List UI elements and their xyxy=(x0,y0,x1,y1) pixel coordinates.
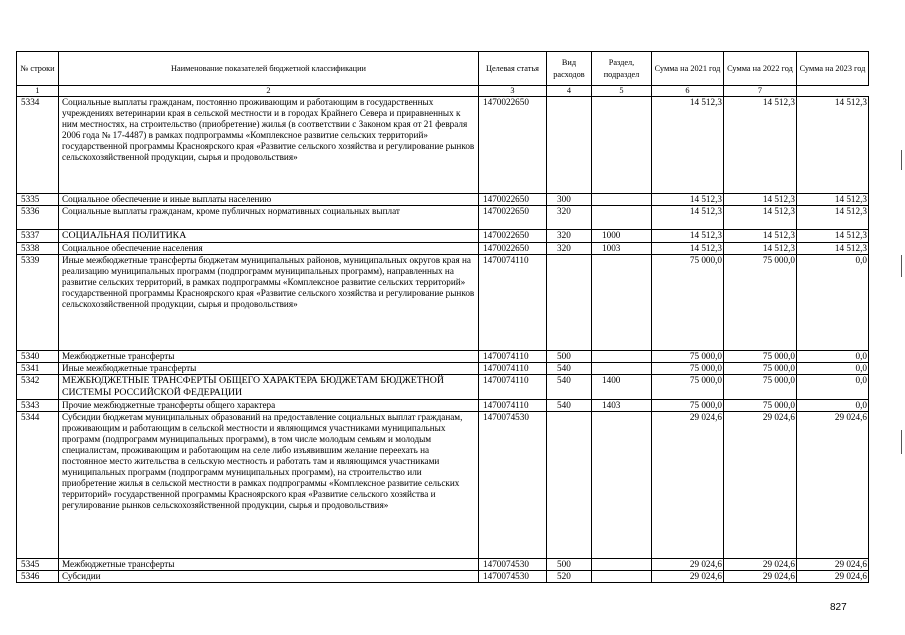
sum-2022: 75 000,0 xyxy=(724,375,797,400)
header-sum-2021: Сумма на 2021 год xyxy=(652,52,724,86)
sum-2021: 14 512,3 xyxy=(652,206,724,230)
expense-type xyxy=(547,412,592,559)
sum-2022: 75 000,0 xyxy=(724,363,797,375)
target-article: 1470074110 xyxy=(479,375,547,400)
page-number: 827 xyxy=(830,602,847,613)
header-sum-2023: Сумма на 2023 год xyxy=(797,52,869,86)
column-number: 5 xyxy=(592,86,652,97)
indicator-name: Иные межбюджетные трансферты xyxy=(59,363,479,375)
section-code xyxy=(592,255,652,351)
expense-type: 320 xyxy=(547,243,592,255)
table-row xyxy=(17,97,869,194)
sum-2021: 14 512,3 xyxy=(652,194,724,206)
margin-mark xyxy=(901,430,902,454)
indicator-name: Межбюджетные трансферты xyxy=(59,559,479,571)
sum-2021: 75 000,0 xyxy=(652,255,724,351)
sum-2022: 14 512,3 xyxy=(724,243,797,255)
target-article: 1470022650 xyxy=(479,243,547,255)
row-number: 5338 xyxy=(17,243,59,255)
target-article: 1470022650 xyxy=(479,97,547,194)
expense-type xyxy=(547,255,592,351)
indicator-name: Социальные выплаты гражданам, постоянно проживающим и работающим в государственных учреждениях ветеринарии края в сельской местности и в городах Крайнего Севера и приравненных к ним местностях, на строительство (приобретение) жилья (в соответствии с Законом края от 21 февраля 2006 года № 17-4487) в рамках подпрограммы «Комплексное развитие сельских территорий» государственной программы Красноярского края «Развитие сельского хозяйства и регулирование рынков сельскохозяйственной продукции, сырья и продовольствия» xyxy=(59,97,479,194)
section-code xyxy=(592,194,652,206)
sum-2022: 29 024,6 xyxy=(724,571,797,583)
table-row xyxy=(17,194,869,206)
row-number: 5341 xyxy=(17,363,59,375)
sum-2023: 14 512,3 xyxy=(797,97,869,194)
table-header-row xyxy=(17,52,869,86)
sum-2021: 75 000,0 xyxy=(652,363,724,375)
sum-2023: 0,0 xyxy=(797,255,869,351)
target-article: 1470074530 xyxy=(479,412,547,559)
column-number: 1 xyxy=(17,86,59,97)
target-article: 1470022650 xyxy=(479,194,547,206)
expense-type: 540 xyxy=(547,363,592,375)
indicator-name: МЕЖБЮДЖЕТНЫЕ ТРАНСФЕРТЫ ОБЩЕГО ХАРАКТЕРА БЮДЖЕТАМ БЮДЖЕТНОЙ СИСТЕМЫ РОССИЙСКОЙ ФЕДЕРАЦИИ xyxy=(59,375,479,400)
expense-type: 300 xyxy=(547,194,592,206)
indicator-name: Социальное обеспечение населения xyxy=(59,243,479,255)
sum-2021: 29 024,6 xyxy=(652,412,724,559)
row-number: 5336 xyxy=(17,206,59,230)
sum-2021: 29 024,6 xyxy=(652,571,724,583)
table-row xyxy=(17,412,869,559)
row-number: 5346 xyxy=(17,571,59,583)
row-number: 5337 xyxy=(17,230,59,243)
target-article: 1470074110 xyxy=(479,255,547,351)
sum-2021: 14 512,3 xyxy=(652,230,724,243)
indicator-name: СОЦИАЛЬНАЯ ПОЛИТИКА xyxy=(59,230,479,243)
section-code xyxy=(592,97,652,194)
expense-type: 500 xyxy=(547,351,592,363)
sum-2023: 29 024,6 xyxy=(797,412,869,559)
row-number: 5335 xyxy=(17,194,59,206)
header-section: Раздел, подраздел xyxy=(592,52,652,86)
table-row xyxy=(17,206,869,230)
section-code xyxy=(592,206,652,230)
sum-2023: 29 024,6 xyxy=(797,571,869,583)
sum-2023: 0,0 xyxy=(797,363,869,375)
expense-type: 320 xyxy=(547,206,592,230)
sum-2021: 14 512,3 xyxy=(652,243,724,255)
sum-2023: 29 024,6 xyxy=(797,559,869,571)
section-code xyxy=(592,412,652,559)
margin-mark xyxy=(901,150,902,170)
row-number: 5343 xyxy=(17,400,59,412)
target-article: 1470074110 xyxy=(479,351,547,363)
table-row xyxy=(17,230,869,243)
header-row-number: № строки xyxy=(17,52,59,86)
column-number: 7 xyxy=(724,86,797,97)
section-code: 1403 xyxy=(592,400,652,412)
sum-2022: 29 024,6 xyxy=(724,412,797,559)
sum-2023: 14 512,3 xyxy=(797,243,869,255)
sum-2023: 14 512,3 xyxy=(797,194,869,206)
indicator-name: Межбюджетные трансферты xyxy=(59,351,479,363)
expense-type: 540 xyxy=(547,375,592,400)
table-row xyxy=(17,351,869,363)
sum-2021: 29 024,6 xyxy=(652,559,724,571)
target-article: 1470074110 xyxy=(479,400,547,412)
sum-2022: 14 512,3 xyxy=(724,230,797,243)
section-code: 1400 xyxy=(592,375,652,400)
column-number: 3 xyxy=(479,86,547,97)
target-article: 1470074530 xyxy=(479,571,547,583)
table-row xyxy=(17,375,869,400)
table-row xyxy=(17,559,869,571)
margin-mark xyxy=(901,255,902,277)
row-number: 5334 xyxy=(17,97,59,194)
target-article: 1470074530 xyxy=(479,559,547,571)
column-number: 6 xyxy=(652,86,724,97)
sum-2021: 75 000,0 xyxy=(652,375,724,400)
indicator-name: Иные межбюджетные трансферты бюджетам муниципальных районов, муниципальных округов края на реализацию муниципальных программ (подпрограмм муниципальных программ), направленных на развитие сельских территорий, в рамках подпрограммы «Комплексное развитие сельских территорий» государственной программы Красноярского края «Развитие сельского хозяйства и регулирование рынков сельскохозяйственной продукции, сырья и продовольствия» xyxy=(59,255,479,351)
expense-type: 500 xyxy=(547,559,592,571)
row-number: 5345 xyxy=(17,559,59,571)
section-code xyxy=(592,351,652,363)
sum-2022: 75 000,0 xyxy=(724,255,797,351)
target-article: 1470074110 xyxy=(479,363,547,375)
row-number: 5344 xyxy=(17,412,59,559)
target-article: 1470022650 xyxy=(479,230,547,243)
budget-table-sheet xyxy=(16,51,869,583)
column-number: 4 xyxy=(547,86,592,97)
table-row xyxy=(17,255,869,351)
expense-type xyxy=(547,97,592,194)
column-number-row xyxy=(17,86,869,97)
sum-2023: 0,0 xyxy=(797,375,869,400)
indicator-name: Прочие межбюджетные трансферты общего характера xyxy=(59,400,479,412)
indicator-name: Субсидии бюджетам муниципальных образований на предоставление социальных выплат гражданам, проживающим и работающим в сельской местности и являющимся участниками муниципальных программ (подпрограмм муниципальных программ), в том числе молодым семьям и молодым специалистам, проживающим и работающим на селе либо изъявившим желание переехать на постоянное место жительства в сельскую местность и работать там и являющимся участниками муниципальных программ (подпрограмм муниципальных программ), на строительство или приобретение жилья в сельской местности в рамках подпрограммы «Комплексное развитие сельских территорий» государственной программы Красноярского края «Развитие сельского хозяйства и регулирование рынков сельскохозяйственной продукции, сырья и продовольствия» xyxy=(59,412,479,559)
sum-2022: 14 512,3 xyxy=(724,97,797,194)
budget-table xyxy=(16,51,869,583)
sum-2023: 0,0 xyxy=(797,400,869,412)
table-row xyxy=(17,400,869,412)
sum-2021: 75 000,0 xyxy=(652,400,724,412)
sum-2023: 0,0 xyxy=(797,351,869,363)
sum-2022: 14 512,3 xyxy=(724,206,797,230)
column-number-extra xyxy=(797,86,869,97)
row-number: 5342 xyxy=(17,375,59,400)
sum-2022: 75 000,0 xyxy=(724,351,797,363)
table-row xyxy=(17,571,869,583)
header-expense-type: Вид расходов xyxy=(547,52,592,86)
indicator-name: Социальные выплаты гражданам, кроме публичных нормативных социальных выплат xyxy=(59,206,479,230)
header-indicator-name: Наименование показателей бюджетной классификации xyxy=(59,52,479,86)
indicator-name: Социальное обеспечение и иные выплаты населению xyxy=(59,194,479,206)
sum-2021: 75 000,0 xyxy=(652,351,724,363)
table-row xyxy=(17,243,869,255)
expense-type: 520 xyxy=(547,571,592,583)
sum-2023: 14 512,3 xyxy=(797,206,869,230)
sum-2021: 14 512,3 xyxy=(652,97,724,194)
indicator-name: Субсидии xyxy=(59,571,479,583)
column-number: 2 xyxy=(59,86,479,97)
sum-2022: 14 512,3 xyxy=(724,194,797,206)
section-code xyxy=(592,571,652,583)
expense-type: 320 xyxy=(547,230,592,243)
target-article: 1470022650 xyxy=(479,206,547,230)
sum-2023: 14 512,3 xyxy=(797,230,869,243)
row-number: 5339 xyxy=(17,255,59,351)
table-row xyxy=(17,363,869,375)
sum-2022: 29 024,6 xyxy=(724,559,797,571)
section-code xyxy=(592,363,652,375)
section-code xyxy=(592,559,652,571)
section-code: 1000 xyxy=(592,230,652,243)
sum-2022: 75 000,0 xyxy=(724,400,797,412)
expense-type: 540 xyxy=(547,400,592,412)
header-target-article: Целевая статья xyxy=(479,52,547,86)
row-number: 5340 xyxy=(17,351,59,363)
section-code: 1003 xyxy=(592,243,652,255)
header-sum-2022: Сумма на 2022 год xyxy=(724,52,797,86)
